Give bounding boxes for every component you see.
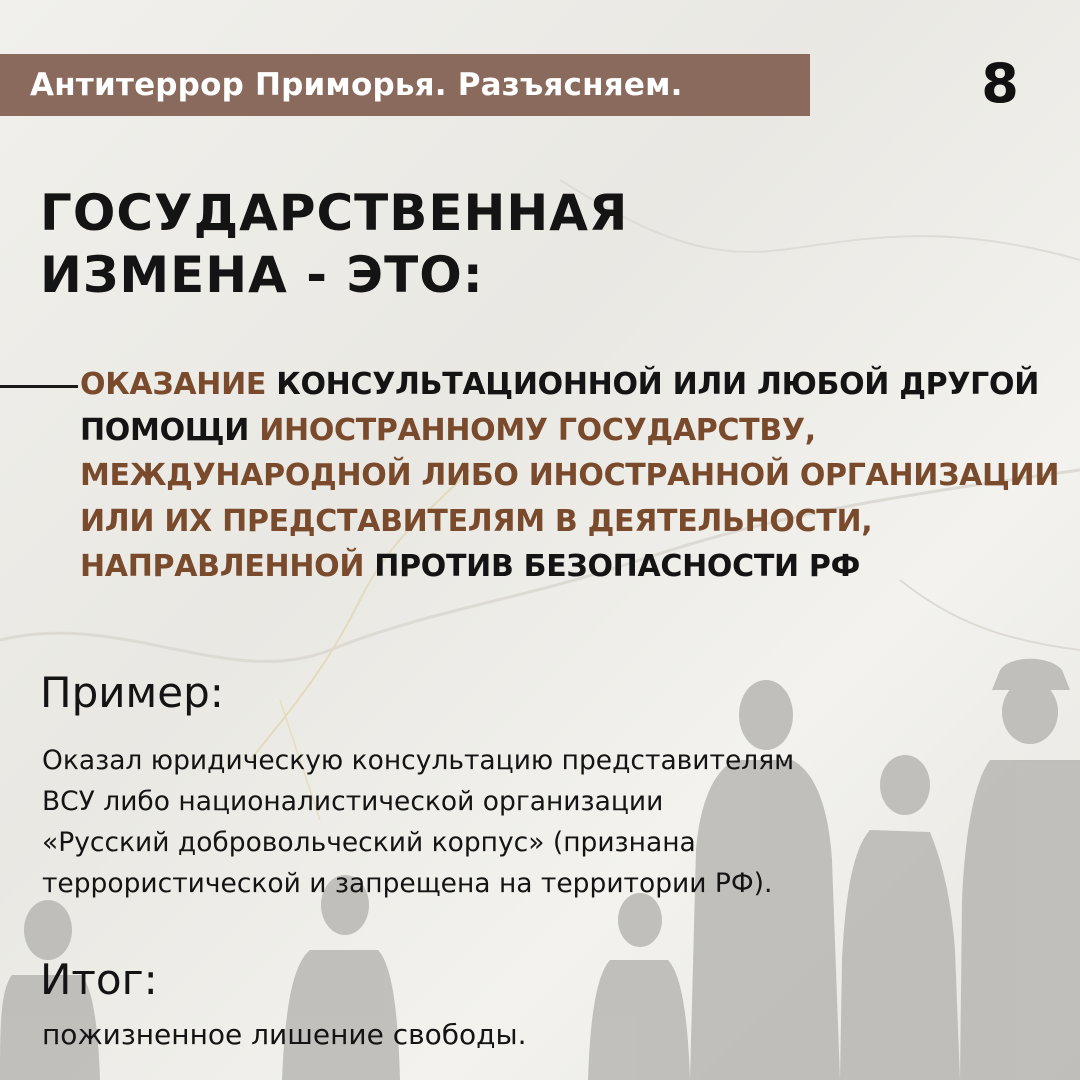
example-line-4: террористической и запрещена на территории РФ). bbox=[42, 868, 773, 899]
example-line-1: Оказал юридическую консультацию представителям bbox=[42, 745, 795, 776]
divider-rule bbox=[0, 385, 78, 388]
example-text bbox=[42, 740, 1022, 904]
definition-text bbox=[80, 362, 1065, 590]
heading-line-2: ИЗМЕНА - ЭТО: bbox=[40, 246, 484, 304]
definition-segment-2: КОНСУЛЬТАЦИОННОЙ ИЛИ ЛЮБОЙ ДРУГОЙ ПОМОЩИ bbox=[80, 367, 1039, 448]
page-heading bbox=[40, 182, 760, 306]
header-banner bbox=[0, 54, 810, 116]
definition-segment-4: ПРОТИВ БЕЗОПАСНОСТИ РФ bbox=[374, 549, 861, 584]
result-label: Итог: bbox=[40, 955, 158, 1004]
example-line-3: «Русский добровольческий корпус» (признана bbox=[42, 827, 696, 858]
result-text: пожизненное лишение свободы. bbox=[42, 1018, 527, 1051]
definition-segment-1: ОКАЗАНИЕ bbox=[80, 367, 267, 402]
header-title: Антитеррор Приморья. Разъясняем. bbox=[30, 67, 683, 103]
definition-segment-3: ИНОСТРАННОМУ ГОСУДАРСТВУ, МЕЖДУНАРОДНОЙ ЛИБО ИНОСТРАННОЙ ОРГАНИЗАЦИИ ИЛИ ИХ ПРЕДСТАВИТЕЛЯМ В ДЕЯТЕЛЬНОСТИ, НАПРАВЛЕННОЙ bbox=[80, 412, 1060, 584]
heading-line-1: ГОСУДАРСТВЕННАЯ bbox=[40, 184, 629, 242]
page-number: 8 bbox=[981, 52, 1019, 115]
example-line-2: ВСУ либо националистической организации bbox=[42, 786, 664, 817]
example-label: Пример: bbox=[40, 668, 224, 717]
